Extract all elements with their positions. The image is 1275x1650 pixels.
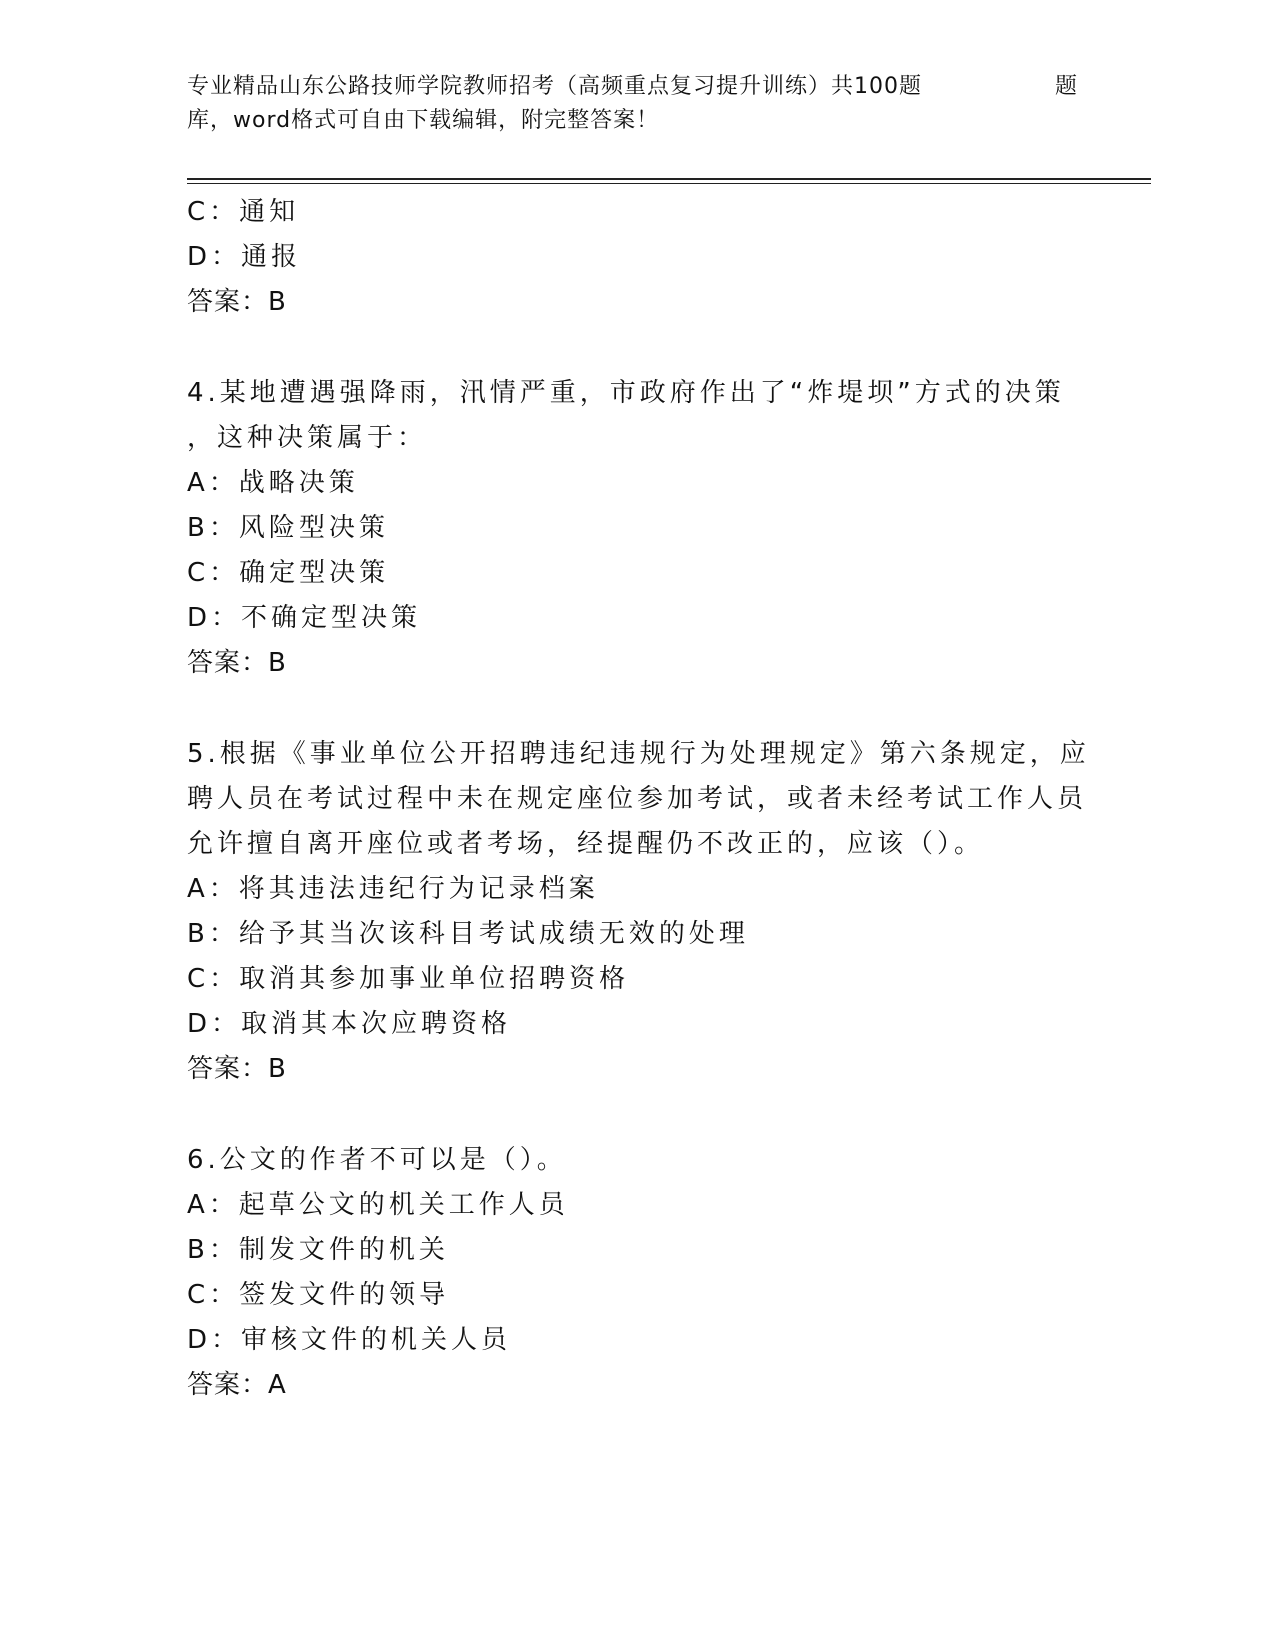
question-gap <box>187 686 1087 732</box>
option-a: A：起草公文的机关工作人员 <box>187 1190 569 1220</box>
answer-line: 答案：B <box>187 648 287 678</box>
option-c: C：通知 <box>187 197 300 227</box>
answer-line: 答案：A <box>187 1370 287 1400</box>
header-divider-thick <box>187 178 1151 180</box>
question-stem: 5.根据《事业单位公开招聘违纪违规行为处理规定》第六条规定，应 <box>187 739 1090 769</box>
option-b: B：制发文件的机关 <box>187 1235 449 1265</box>
option-c: C：确定型决策 <box>187 558 390 588</box>
option-b: B：给予其当次该科目考试成绩无效的处理 <box>187 919 749 949</box>
question-6 <box>187 1138 1087 1408</box>
question-stem: 允许擅自离开座位或者考场，经提醒仍不改正的，应该（）。 <box>187 829 985 859</box>
page-header <box>187 70 1087 138</box>
question-stem: ，这种决策属于： <box>187 423 428 453</box>
option-a: A：将其违法违纪行为记录档案 <box>187 874 599 904</box>
question-3-tail <box>187 190 1087 325</box>
option-c: C：签发文件的领导 <box>187 1280 450 1310</box>
question-stem: 6.公文的作者不可以是（）。 <box>187 1145 567 1175</box>
option-d: D：审核文件的机关人员 <box>187 1325 512 1355</box>
option-c: C：取消其参加事业单位招聘资格 <box>187 964 630 994</box>
option-d: D：通报 <box>187 242 302 272</box>
question-gap <box>187 325 1087 371</box>
option-b: B：风险型决策 <box>187 513 389 543</box>
header-divider-thin <box>187 183 1151 184</box>
answer-line: 答案：B <box>187 1054 287 1084</box>
option-a: A：战略决策 <box>187 468 359 498</box>
question-stem: 4.某地遭遇强降雨，汛情严重，市政府作出了“炸堤坝”方式的决策 <box>187 378 1065 408</box>
question-list <box>187 190 1090 1408</box>
header-title-line-2: 库，word格式可自由下载编辑，附完整答案！ <box>187 108 660 133</box>
header-title-line-1: 专业精品山东公路技师学院教师招考（高频重点复习提升训练）共100题 <box>187 74 922 99</box>
question-5 <box>187 732 1090 1092</box>
option-d: D：取消其本次应聘资格 <box>187 1009 512 1039</box>
question-4 <box>187 371 1087 686</box>
question-gap <box>187 1092 1087 1138</box>
option-d: D：不确定型决策 <box>187 603 422 633</box>
header-title-tail: 题 <box>1055 74 1078 99</box>
question-stem: 聘人员在考试过程中未在规定座位参加考试，或者未经考试工作人员 <box>187 784 1088 814</box>
answer-line: 答案：B <box>187 287 287 317</box>
